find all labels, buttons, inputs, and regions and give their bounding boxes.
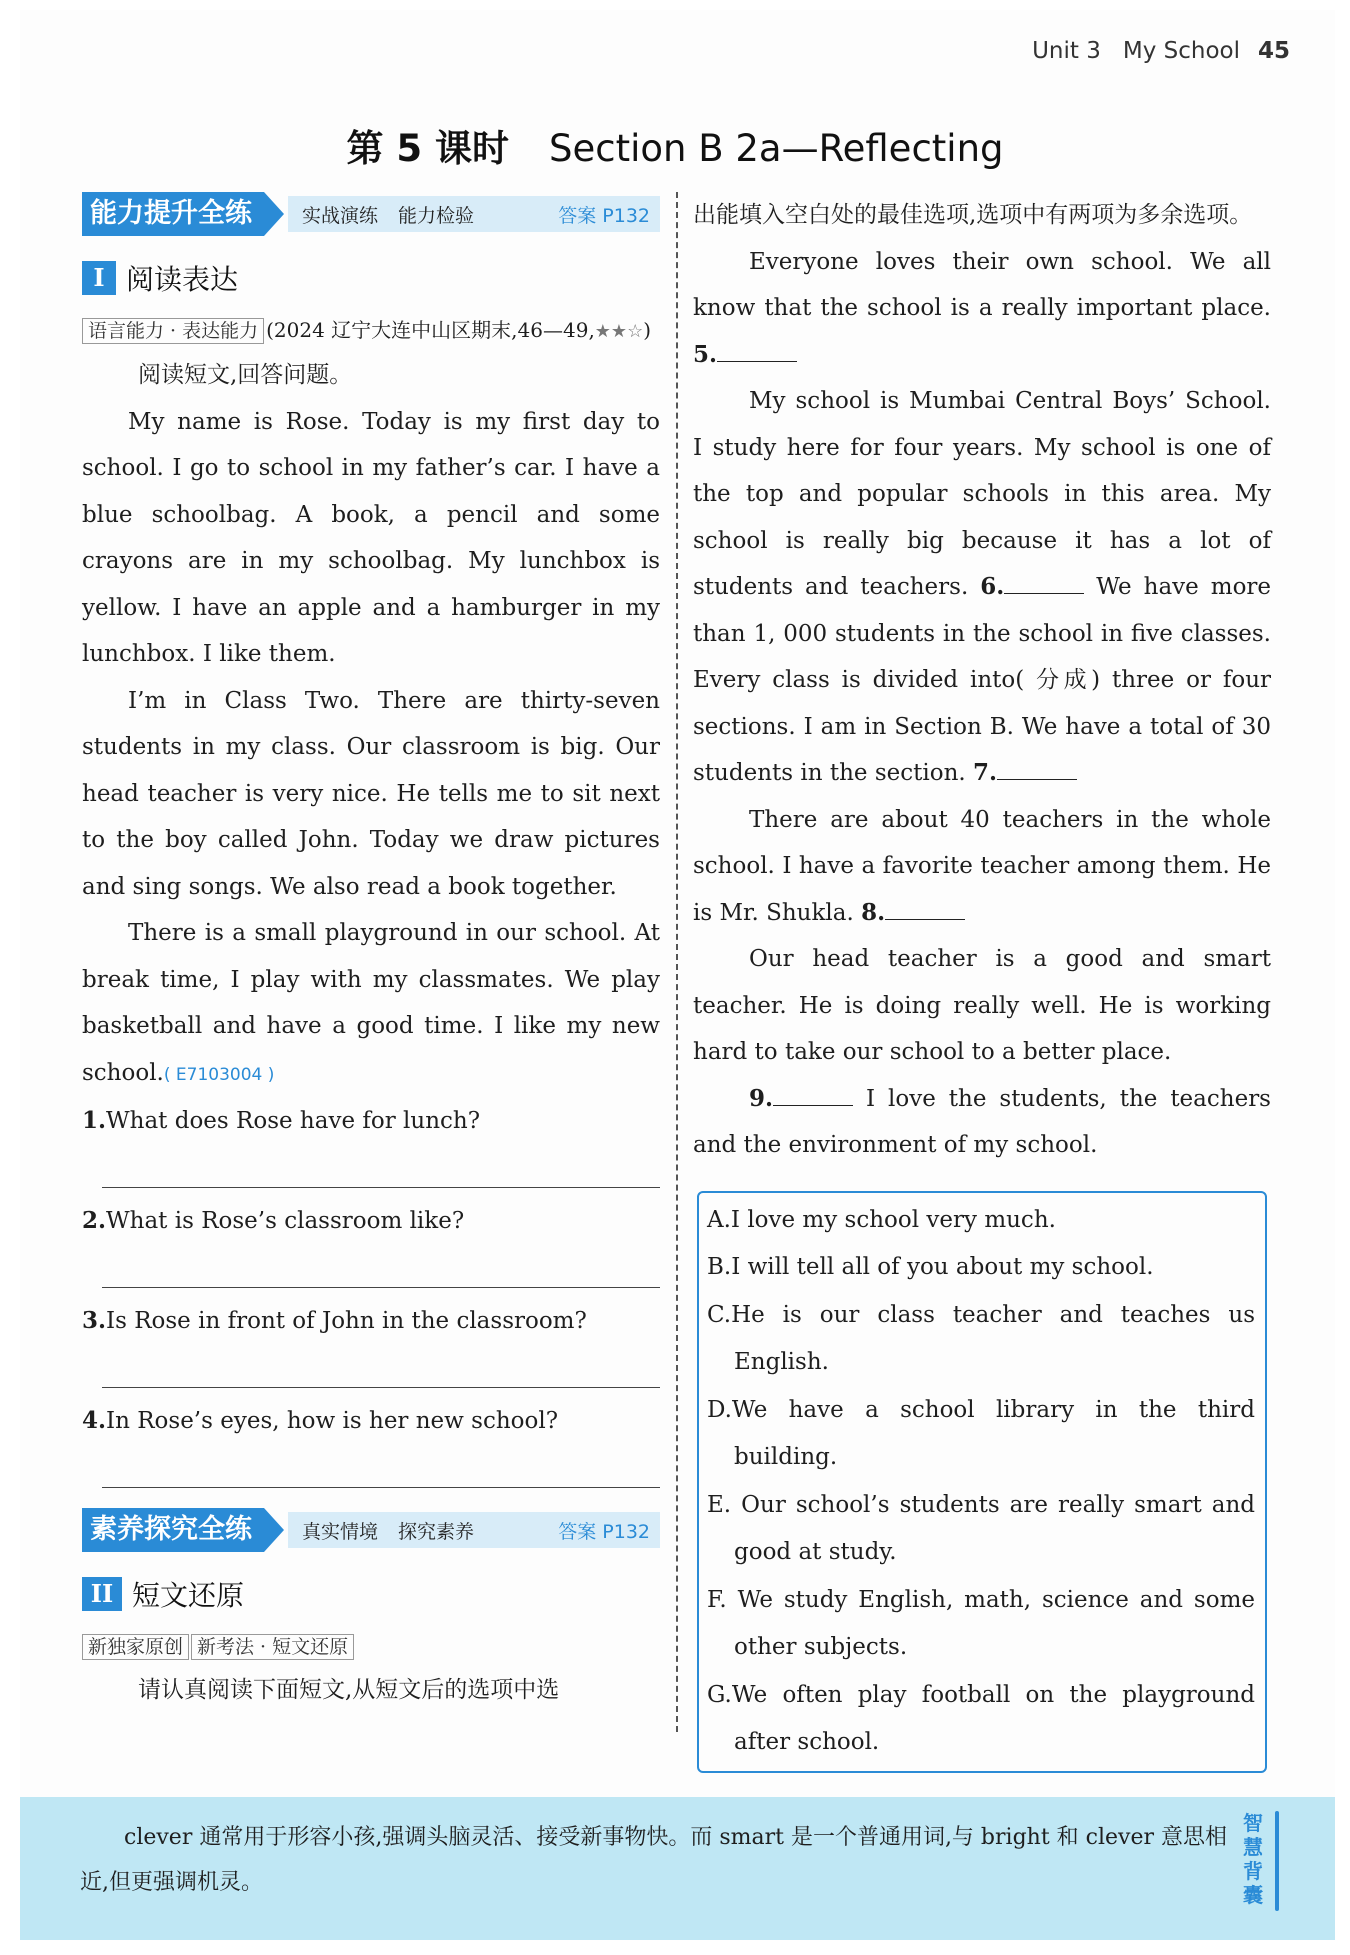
left-column xyxy=(82,192,660,1714)
blank-9[interactable] xyxy=(773,1082,853,1106)
passage-paragraph: Our head teacher is a good and smart teacher. He is doing really well. He is working hard to take our school to a better place. xyxy=(693,946,1271,1065)
passage-text: My school is Mumbai Central Boys’ School. I study here for four years. My school is one of the top and popular schools in this area. My school is really big because it has a lot of students and teachers. xyxy=(693,388,1271,600)
unit-label: Unit 3 xyxy=(1032,38,1101,64)
new-format-tag: 新考法 · 短文还原 xyxy=(191,1634,354,1660)
item-code: ( E7103004 ) xyxy=(163,1064,275,1085)
banner-strip xyxy=(288,1512,660,1548)
part-name: 短文还原 xyxy=(132,1579,245,1612)
part1-tags xyxy=(82,310,660,352)
tip-side-label: 智慧背囊 xyxy=(1243,1811,1263,1907)
banner-tag: 素养探究全练 xyxy=(82,1508,264,1552)
passage-paragraph xyxy=(82,910,660,1098)
passage-paragraph: My name is Rose. Today is my first day to school. I go to school in my father’s car. I have a blue schoolbag. A book, a pencil and some crayons are in my schoolbag. My lunchbox is yellow. I have an apple and a hamburger in my lunchbox. I like them. xyxy=(82,408,660,667)
part-numeral: II xyxy=(82,1577,122,1611)
blank-6[interactable] xyxy=(1004,570,1084,594)
banner-sub2: 能力检验 xyxy=(398,204,475,227)
tip-text: clever 通常用于形容小孩,强调头脑灵活、接受新事物快。而 smart 是一个普通用词,与 bright 和 clever 意思相近,但更强调机灵。 xyxy=(80,1825,1227,1895)
answer-line[interactable] xyxy=(102,1356,660,1388)
passage-text: I love the students, the teachers and the environment of my school. xyxy=(693,1085,1271,1158)
source-note-end: ) xyxy=(643,318,652,342)
question-text: What is Rose’s classroom like? xyxy=(106,1208,465,1234)
blank-number: 6. xyxy=(980,573,1005,600)
part2-tags xyxy=(82,1626,660,1667)
question-1 xyxy=(82,1098,660,1144)
blank-5[interactable] xyxy=(717,338,797,362)
option-b[interactable]: B.I will tell all of you about my school. xyxy=(707,1254,1154,1280)
part2-banner xyxy=(82,1508,660,1552)
passage-text: There are about 40 teachers in the whole school. I have a favorite teacher among them. He is Mr. Shukla. xyxy=(693,806,1271,926)
option-a[interactable]: A.I love my school very much. xyxy=(707,1206,1056,1233)
blank-7[interactable] xyxy=(997,756,1077,780)
banner-strip xyxy=(288,196,660,232)
passage-paragraph xyxy=(693,1076,1271,1169)
banner-sub1: 实战演练 xyxy=(302,204,379,227)
option-d[interactable]: D.We have a school library in the third building. xyxy=(707,1396,1255,1470)
option-f[interactable]: F. We study English, math, science and some other subjects. xyxy=(707,1586,1255,1660)
question-3 xyxy=(82,1298,660,1344)
running-head xyxy=(1032,38,1290,64)
part-numeral: I xyxy=(82,261,116,295)
tip-box xyxy=(20,1797,1335,1940)
lesson-number: 第 5 课时 xyxy=(346,127,509,170)
options-box xyxy=(697,1191,1267,1773)
right-column xyxy=(693,192,1271,1773)
blank-number: 9. xyxy=(749,1084,774,1112)
instruction: 请认真阅读下面短文,从短文后的选项中选 xyxy=(138,1677,560,1703)
blank-number: 8. xyxy=(861,898,886,926)
part-name: 阅读表达 xyxy=(126,263,239,296)
original-tag: 新独家原创 xyxy=(82,1634,189,1660)
unit-title: My School xyxy=(1122,38,1240,64)
answer-line[interactable] xyxy=(102,1156,660,1188)
banner-tag: 能力提升全练 xyxy=(82,192,264,236)
option-e[interactable]: E. Our school’s students are really smart and good at study. xyxy=(707,1491,1255,1565)
question-text: What does Rose have for lunch? xyxy=(106,1108,481,1134)
page-number: 45 xyxy=(1257,38,1290,64)
question-number: 4. xyxy=(82,1407,107,1434)
part1-banner xyxy=(82,192,660,236)
blank-8[interactable] xyxy=(885,896,965,920)
question-number: 3. xyxy=(82,1307,107,1334)
question-4 xyxy=(82,1398,660,1444)
tip-side-bar xyxy=(1275,1811,1279,1911)
answer-line[interactable] xyxy=(102,1456,660,1488)
part1-heading xyxy=(82,258,660,298)
banner-sub1: 真实情境 xyxy=(302,1520,379,1543)
question-number: 1. xyxy=(82,1107,107,1134)
instruction-continued: 出能填入空白处的最佳选项,选项中有两项为多余选项。 xyxy=(693,202,1253,228)
passage-paragraph xyxy=(693,797,1271,937)
lesson-title xyxy=(0,118,1350,172)
banner-sub2: 探究素养 xyxy=(398,1520,475,1543)
question-text: Is Rose in front of John in the classroom? xyxy=(106,1308,587,1334)
passage-text: There is a small playground in our school. At break time, I play with my classmates. We play basketball and have a good time. I like my new school. xyxy=(82,920,660,1086)
answer-line[interactable] xyxy=(102,1256,660,1288)
answer-ref: 答案 P132 xyxy=(558,204,650,227)
blank-number: 5. xyxy=(693,340,718,368)
column-divider xyxy=(676,192,678,1732)
answer-ref: 答案 P132 xyxy=(558,1520,650,1543)
passage-paragraph xyxy=(693,378,1271,797)
passage-paragraph xyxy=(693,239,1271,379)
source-note: (2024 辽宁大连中山区期末,46—49, xyxy=(266,318,595,342)
question-number: 2. xyxy=(82,1207,107,1234)
ability-tag: 语言能力 · 表达能力 xyxy=(82,318,264,344)
passage-text: We have more than 1, 000 students in the school in five classes. Every class is divided into( 分成) three or four sections. I am in Section B. We have a total of 30 students in the section. xyxy=(693,574,1272,786)
blank-number: 7. xyxy=(973,759,998,786)
passage-text: Everyone loves their own school. We all know that the school is a really important place. xyxy=(693,248,1271,321)
question-2 xyxy=(82,1198,660,1244)
passage-paragraph: I’m in Class Two. There are thirty-seven students in my class. Our classroom is big. Our head teacher is very nice. He tells me to sit next to the boy called John. Today we draw pictures and sing songs. We also read a book together. xyxy=(82,687,660,900)
part2-heading xyxy=(82,1574,660,1614)
instruction: 阅读短文,回答问题。 xyxy=(138,362,353,388)
option-g[interactable]: G.We often play football on the playground after school. xyxy=(707,1681,1255,1755)
section-title: Section B 2a—Reflecting xyxy=(548,127,1004,170)
difficulty-stars: ★★☆ xyxy=(594,321,644,342)
question-text: In Rose’s eyes, how is her new school? xyxy=(106,1408,559,1434)
option-c[interactable]: C.He is our class teacher and teaches us English. xyxy=(707,1301,1255,1375)
